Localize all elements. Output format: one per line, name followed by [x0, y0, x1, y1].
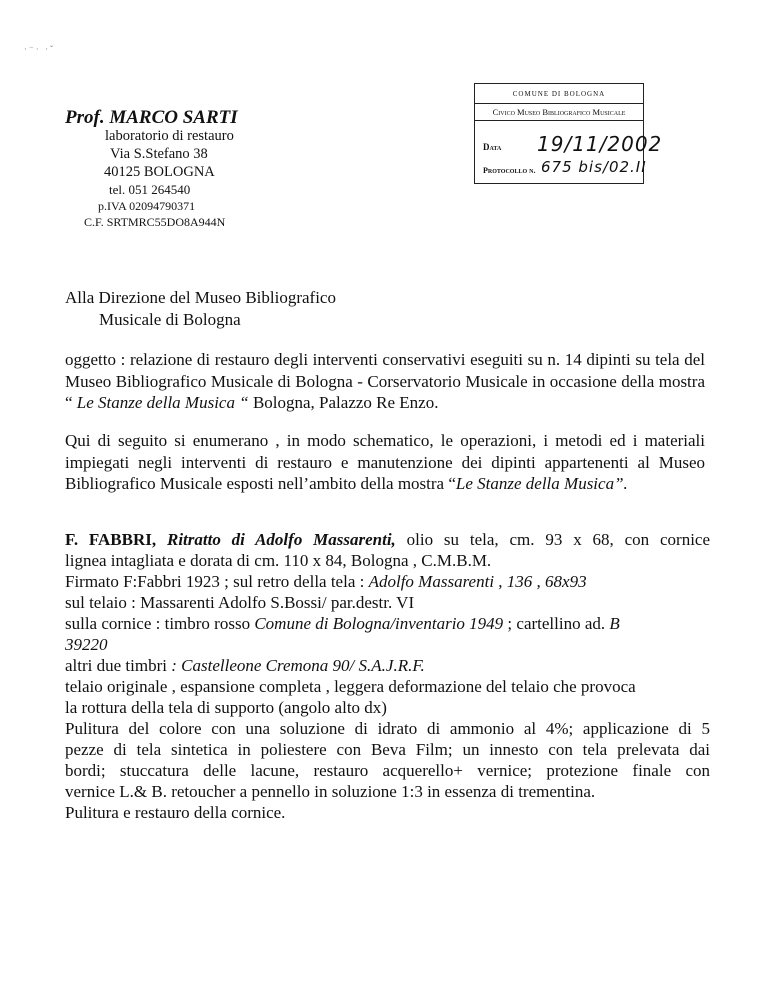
- protocol-stamp: [474, 83, 663, 184]
- frame-stamp-text: sulla cornice : timbro rosso: [65, 614, 255, 633]
- letterhead-city: 40125 BOLOGNA: [104, 164, 215, 180]
- letterhead-fiscal-code: C.F. SRTMRC55DO8A944N: [84, 215, 226, 229]
- entry-description: olio su tela, cm. 93 x 68, con cornice: [395, 530, 711, 549]
- letterhead-phone: tel. 051 264540: [109, 182, 191, 197]
- other-stamps-text: altri due timbri: [65, 656, 172, 675]
- stamp-date-label: Data: [483, 142, 502, 152]
- entry-heading: [65, 529, 710, 550]
- stamp-protocol-handwritten: 675 bis/02.II: [541, 158, 647, 176]
- frame-stamp-label: ; cartellino ad.: [503, 614, 610, 633]
- stamp-museum: Civico Museo Bibliografico Musicale: [475, 103, 643, 121]
- intro-text: Qui di seguito si enumerano , in modo schematico, le operazioni, i metodi ed i materiali impiegati negli interventi di restauro e manutenzione dei dipinti appartenenti al Museo Bibliografico Musicale esposti nell’ambito della mostra “: [65, 431, 705, 493]
- stamp-protocol-label: Protocollo n.: [483, 166, 536, 175]
- entry-other-stamps: [65, 655, 710, 676]
- entry-stretcher-note: sul telaio : Massarenti Adolfo S.Bossi/ par.destr. VI: [65, 593, 415, 612]
- entry-frame-code-2: 39220: [65, 635, 108, 654]
- entry-frame-description: lignea intagliata e dorata di cm. 110 x 84, Bologna , C.M.B.M.: [65, 551, 492, 570]
- signature-text: Firmato F:Fabbri 1923 ; sul retro della tela :: [65, 572, 369, 591]
- entry-frame-stamp: [65, 613, 710, 634]
- stamp-date-handwritten: 19/11/2002: [537, 132, 663, 156]
- letterhead-vat: p.IVA 02094790371: [98, 199, 196, 213]
- letterhead-name: Prof. MARCO SARTI: [65, 107, 238, 128]
- scan-marks: ·⁻· ·ˇ: [24, 44, 55, 54]
- subject-text: oggetto : relazione di restauro degli interventi conservativi eseguiti su n. 14 dipinti su tela del Museo Bibliografico Musicale di Bologna - Corservatorio Musicale in occasione della mostra “: [65, 350, 705, 412]
- intro-exhibition-title: Le Stanze della Musica: [455, 474, 615, 493]
- subject-paragraph: [65, 349, 705, 414]
- entry-cleaning-line-4: vernice L.& B. retoucher a pennello in soluzione 1:3 in essenza di trementina.: [65, 782, 596, 801]
- entry-cleaning-line-3: bordi; stuccatura delle lacune, restauro acquerello+ vernice; protezione finale con: [65, 761, 710, 780]
- entry-frame-cleaning: Pulitura e restauro della cornice.: [65, 803, 286, 822]
- entry-stretcher-line-2: la rottura della tela di supporto (angolo alto dx): [65, 698, 387, 717]
- intro-end: ”.: [614, 474, 628, 493]
- other-stamps-detail: : Castelleone Cremona 90/ S.A.J.R.F.: [171, 656, 425, 675]
- entry-signature: [65, 571, 710, 592]
- entry-cleaning-line-1: Pulitura del colore con una soluzione di idrato di ammonio al 4%; applicazione di 5: [65, 719, 710, 738]
- intro-paragraph: [65, 430, 705, 495]
- entry-cleaning-line-2: pezze di tela sintetica in poliestere con Beva Film; un innesto con tela prelevata dai: [65, 740, 710, 759]
- letterhead-lab: laboratorio di restauro: [105, 128, 234, 144]
- recipient-line-2: Musicale di Bologna: [99, 310, 241, 329]
- exhibition-title: Le Stanze della Musica “: [76, 393, 249, 412]
- painting-entry: [65, 529, 710, 823]
- entry-work-title: Ritratto di Adolfo Massarenti,: [166, 530, 396, 549]
- entry-stretcher-line-1: telaio originale , espansione completa , leggera deformazione del telaio che provoca: [65, 677, 636, 696]
- stamp-municipality: COMUNE DI BOLOGNA: [512, 90, 606, 98]
- letterhead-street: Via S.Stefano 38: [110, 146, 208, 162]
- entry-artist: F. FABBRI,: [65, 530, 157, 549]
- signature-inscription: Adolfo Massarenti , 136 , 68x93: [368, 572, 587, 591]
- recipient-line-1: Alla Direzione del Museo Bibliografico: [65, 288, 336, 307]
- frame-stamp-inventory: Comune di Bologna/inventario 1949: [254, 614, 504, 633]
- subject-venue: Bologna, Palazzo Re Enzo.: [248, 393, 439, 412]
- frame-stamp-code: B: [609, 614, 620, 633]
